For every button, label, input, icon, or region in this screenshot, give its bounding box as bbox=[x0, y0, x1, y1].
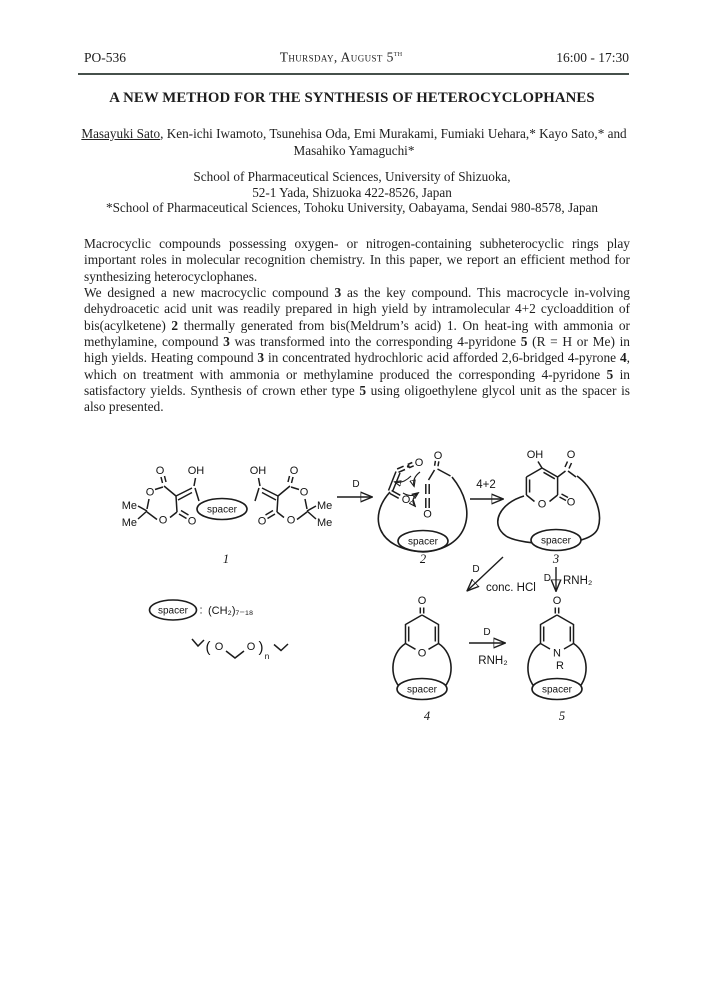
amine-label: RNH₂ bbox=[563, 575, 593, 587]
delta-label: D bbox=[472, 564, 480, 575]
atom-o-label: O bbox=[246, 641, 256, 653]
atom-o-label: O bbox=[537, 498, 547, 511]
conc-hcl-label: conc. HCl bbox=[486, 582, 536, 594]
amine-label: RNH₂ bbox=[478, 655, 508, 667]
atom-oh-label: OH bbox=[249, 465, 267, 477]
subscript-n: n bbox=[264, 651, 270, 661]
date-ordinal-suffix: th bbox=[393, 49, 403, 58]
compound-4-structure bbox=[393, 595, 451, 723]
abstract-paragraph-1: Macrocyclic compounds possessing oxygen- or nitrogen-containing subheterocyclic rings play important roles in molecular recognition chemistry. In this paper, we report an efficient method for synthesizing heterocyclophanes. bbox=[84, 236, 630, 284]
poster-number: PO-536 bbox=[84, 49, 127, 65]
curved-electron-arrow bbox=[414, 472, 420, 486]
atom-o-label: O bbox=[214, 641, 224, 653]
paper-title: A NEW METHOD FOR THE SYNTHESIS OF HETEROCYCLOPHANES bbox=[109, 90, 595, 106]
spacer-label: spacer bbox=[407, 536, 439, 548]
atom-o-label: O bbox=[286, 514, 296, 527]
atom-me-label: Me bbox=[317, 500, 333, 512]
atom-o-label: O bbox=[423, 508, 432, 521]
atom-r-label: R bbox=[556, 660, 564, 672]
atom-me-label: Me bbox=[121, 500, 137, 512]
presenting-author: Masayuki Sato bbox=[81, 126, 161, 141]
bond-lines bbox=[541, 608, 574, 650]
compound-2-number: 2 bbox=[419, 552, 427, 566]
atom-o-label: O bbox=[417, 647, 427, 660]
atom-o-label: O bbox=[414, 457, 424, 469]
cycloaddition-label: 4+2 bbox=[476, 479, 496, 491]
affiliation-line-1: School of Pharmaceutical Sciences, University of Shizuoka, bbox=[193, 169, 511, 184]
atom-o-label: O bbox=[187, 515, 197, 528]
atom-oh-label: OH bbox=[187, 465, 205, 477]
spacer-label: spacer bbox=[540, 535, 572, 547]
compound-3-structure bbox=[498, 449, 600, 566]
arrow-3-to-5 bbox=[544, 567, 593, 590]
arrow-2-to-3 bbox=[470, 479, 502, 499]
spacer-label: spacer bbox=[406, 684, 438, 696]
delta-label: D bbox=[352, 479, 360, 490]
compound-5-structure bbox=[528, 595, 586, 723]
atom-o-label: O bbox=[155, 465, 165, 477]
coauthors: , Ken-ichi Iwamoto, Tsunehisa Oda, Emi Murakami, Fumiaki Uehara,* Kayo Sato,* and Masahiko Yamaguchi* bbox=[160, 126, 627, 158]
atom-o-label: O bbox=[401, 494, 411, 506]
compound-1-number: 1 bbox=[222, 552, 230, 566]
paren-open: ( bbox=[205, 639, 211, 656]
paren-close: ) bbox=[258, 639, 264, 656]
atom-o-label: O bbox=[158, 514, 168, 527]
chain-bond bbox=[274, 644, 288, 651]
compound-1-structure bbox=[122, 465, 333, 566]
atom-o-label: O bbox=[299, 486, 309, 499]
abstract-paragraph-2: We designed a new macrocyclic compound 3 as the key compound. This macrocycle in-volving dehydroacetic acid unit was readily prepared in high yield by intramolecular 4+2 cycloaddition of bis(acylketene) 2 thermally generated from bis(Meldrum’s acid) 1. On heat-ing with ammonia or methylamine, compound 3 was transformed into the corresponding 4-pyridone 5 (R = H or Me) in high yields. Heating compound 3 in concentrated hydrochloric acid afforded 2,6-bridged 4-pyrone 4, which on treatment with ammonia or methylamine produced the corresponding 4-pyridone 5 in satisfactory yields. Synthesis of crown ether type 5 using oligoethylene glycol unit as the spacer is also presented. bbox=[84, 285, 631, 415]
abstract-text bbox=[84, 236, 630, 416]
arrow-1-to-2 bbox=[337, 479, 371, 497]
ketene-dot bbox=[407, 465, 410, 468]
atom-me-label: Me bbox=[121, 517, 137, 529]
atom-o-label: O bbox=[257, 515, 267, 528]
chain-bond bbox=[192, 639, 204, 646]
atom-o-label: O bbox=[417, 595, 427, 607]
affiliation-line-3: *School of Pharmaceutical Sciences, Tohoku University, Oabayama, Sendai 980-8578, Japan bbox=[105, 200, 599, 216]
delta-label: D bbox=[483, 627, 491, 638]
session-time: 16:00 - 17:30 bbox=[556, 49, 629, 65]
session-header bbox=[78, 49, 629, 75]
alkyl-chain-label: (CH₂)₇₋₁₈ bbox=[208, 605, 254, 617]
atom-o-label: O bbox=[145, 486, 155, 499]
spacer-label: spacer bbox=[157, 605, 189, 617]
curved-electron-arrow bbox=[413, 494, 417, 506]
chain-bond bbox=[226, 651, 244, 658]
compound-5-number: 5 bbox=[558, 709, 566, 723]
arrow-3-to-4 bbox=[468, 557, 536, 594]
reaction-scheme-figure bbox=[80, 444, 640, 736]
atom-oh-label: OH bbox=[526, 449, 544, 461]
atom-o-label: O bbox=[289, 465, 299, 477]
affiliation-line-2: 52-1 Yada, Shizuoka 422-8526, Japan bbox=[252, 184, 452, 200]
bond-lines bbox=[526, 462, 576, 502]
spacer-label: spacer bbox=[206, 504, 238, 516]
atom-o-label: O bbox=[566, 449, 576, 461]
session-date bbox=[280, 49, 403, 66]
spacer-legend bbox=[150, 600, 289, 661]
affiliation-block bbox=[60, 169, 644, 216]
compound-3-number: 3 bbox=[552, 552, 560, 566]
atom-o-label: O bbox=[552, 595, 562, 607]
atom-n-label: N bbox=[553, 647, 561, 660]
spacer-label: spacer bbox=[541, 684, 573, 696]
atom-o-label: O bbox=[433, 450, 443, 462]
author-list bbox=[80, 126, 628, 159]
legend-colon: : bbox=[199, 604, 203, 617]
atom-me-label: Me bbox=[317, 517, 333, 529]
bond-lines bbox=[406, 608, 439, 650]
compound-2-structure bbox=[378, 450, 467, 566]
arrow-4-to-5 bbox=[469, 627, 508, 667]
atom-o-label: O bbox=[566, 496, 576, 509]
compound-4-number: 4 bbox=[423, 709, 431, 723]
delta-label: D bbox=[543, 573, 551, 584]
session-date-text: Thursday, August 5 bbox=[279, 49, 394, 65]
